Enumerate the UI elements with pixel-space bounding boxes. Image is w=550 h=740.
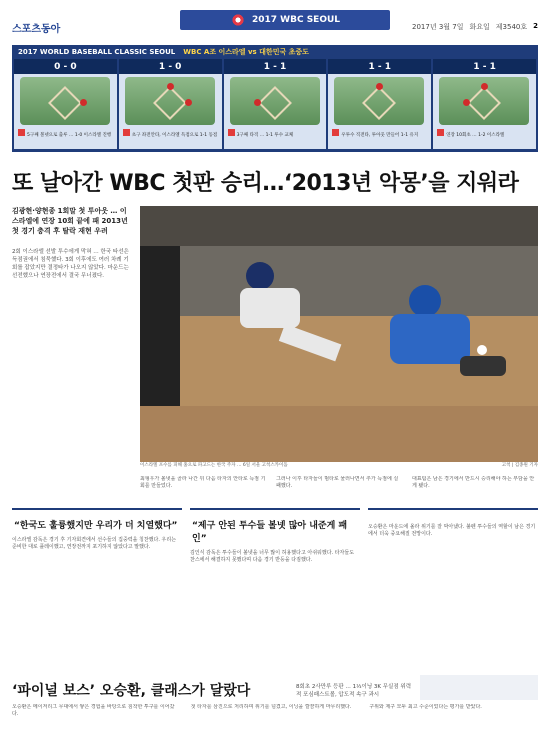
baseball-play-illustration (140, 206, 538, 462)
step-marker-icon (123, 129, 130, 136)
column-text: 최형우가 볼넷을 골라 나간 뒤 다음 타자의 안타로 득점 기회를 만들었다. (140, 476, 266, 489)
panel-caption (123, 129, 218, 139)
runner-icon (167, 83, 174, 90)
panel-5 (433, 59, 536, 149)
quote-text: 김인식 감독은 투수들이 볼넷을 너무 많이 허용했다고 아쉬워했다. 타자들도 찬스에서 해결하지 못했다며 다음 경기 반등을 다짐했다. (190, 550, 355, 563)
panel-caption (228, 129, 323, 139)
panel-caption-text: 우투수 직전타, 투아웃 만들어 1-1 유지 (341, 133, 419, 138)
step-marker-icon (228, 129, 235, 136)
main-headline: 또 날아간 WBC 첫판 승리…‘2013년 악몽’을 지워라 (12, 171, 519, 196)
panel-caption (18, 129, 113, 139)
game-flow-strip (12, 45, 538, 152)
step-marker-icon (332, 129, 339, 136)
panel-score: 1 - 1 (224, 59, 327, 74)
runner-icon (254, 99, 261, 106)
baseball-field-icon (230, 77, 320, 125)
panel-score: 1 - 0 (119, 59, 222, 74)
column-text: 그러나 이후 타자들이 범타로 물러나면서 추가 득점에 실패했다. (276, 476, 399, 489)
panel-score: 1 - 1 (433, 59, 536, 74)
panel-caption (437, 129, 532, 139)
panel-1 (14, 59, 117, 149)
continued-columns (140, 476, 538, 498)
weekday: 화요일 (469, 23, 490, 31)
panel-score: 0 - 0 (14, 59, 117, 74)
diamond-icon (362, 86, 396, 120)
runner-icon (185, 99, 192, 106)
bottom-article (12, 704, 538, 734)
diamond-icon (153, 86, 187, 120)
panels (12, 59, 538, 149)
baseball-field-icon (439, 77, 529, 125)
sub-deck: 8회초 2사만루 등판 … 1⅓이닝 3K 무실점 위력적 포심패스트볼, 압도적 속구 과시 (296, 684, 412, 698)
diamond-icon (258, 86, 292, 120)
banner-title: 2017 WBC SEOUL (251, 15, 341, 25)
baseball-field-icon (20, 77, 110, 125)
strip-title-bar (12, 45, 538, 59)
panel-2 (119, 59, 222, 149)
panel-caption-text: 5구째 볼넷으로 출루 … 1-0 이스라엘 진행 (27, 133, 112, 138)
panel-score: 1 - 1 (328, 59, 431, 74)
quote-title (368, 510, 538, 524)
panel-caption-text: 연장 10회초 … 1-2 이스라엘 (446, 133, 505, 138)
strip-title: 2017 WORLD BASEBALL CLASSIC SEOUL (18, 48, 176, 56)
quote-text: 오승환은 마운드에 올라 위기를 잘 막아냈다. 불펜 투수들의 역할이 남은 경기에서 더욱 중요해질 전망이다. (368, 524, 536, 537)
issue-date: 2017년 3월 7일 (412, 23, 464, 31)
panel-4 (328, 59, 431, 149)
column-text: 오승환은 메이저리그 무대에서 쌓은 경험을 바탕으로 침착한 투구를 이어갔다. (12, 704, 175, 717)
issue-number: 제3540호 (495, 23, 528, 31)
photo-caption-text: 이스라엘 포수를 피해 홈으로 파고드는 한국 주자 … 6일 서울 고척스카이돔 (140, 463, 288, 468)
diamond-icon (48, 86, 82, 120)
quotes-section (12, 508, 538, 686)
page-info (412, 22, 538, 32)
panel-3 (224, 59, 327, 149)
step-marker-icon (18, 129, 25, 136)
article-deck: 김광현·양현종 1회말 첫 투아웃 … 이스라엘에 연장 10회 끝에 패 2013년 첫 경기 충격 후 탈락 재현 우려 (12, 207, 128, 235)
quote-column (12, 508, 182, 686)
diamond-icon (467, 86, 501, 120)
column-text: 대표팀은 남은 경기에서 반드시 승리해야 하는 부담을 안게 됐다. (412, 476, 535, 489)
main-photo (140, 206, 538, 462)
strip-subtitle: WBC A조 이스라엘 vs 대한민국 초중도 (183, 48, 309, 56)
wbc-logo-icon (230, 14, 246, 26)
sub-headline: ‘파이널 보스’ 오승환, 클래스가 달랐다 (12, 683, 251, 699)
panel-caption-text: 초구 좌전안타, 이스라엘 득점으로 1-1 동점 (131, 133, 218, 138)
article-body: 2회 이스라엘 선발 투수에게 막혀 … 한국 타선은 득점권에서 침묵했다. 3회 이후에도 여러 차례 기회를 잡았지만 결정타가 나오지 않았다. 마운드는 선전했으나 연장전에서 결국 무너졌다. (12, 249, 129, 279)
wbc-banner (180, 10, 390, 30)
step-marker-icon (437, 129, 444, 136)
column-text: 구위와 제구 모두 최고 수준이었다는 평가를 받았다. (369, 704, 482, 710)
quote-text: 이스라엘 감독은 경기 후 기자회견에서 선수들의 집중력을 칭찬했다. 우리는 준비한 대로 플레이했고, 연장전까지 포기하지 않았다고 말했다. (12, 537, 177, 550)
quote-title: “한국도 훌륭했지만 우리가 더 치열했다” (14, 521, 178, 531)
photo-caption (140, 462, 538, 472)
sub-image (420, 675, 538, 700)
quote-column (190, 508, 360, 686)
panel-caption (332, 129, 427, 139)
brand-logo: 스포츠동아 (12, 23, 61, 35)
baseball-field-icon (125, 77, 215, 125)
quote-column (368, 508, 538, 686)
panel-caption-text: 3구째 타격 … 1-1 투수 교체 (236, 133, 294, 138)
column-text: 첫 타자를 삼진으로 처리하며 위기를 넘겼고, 이닝을 깔끔하게 마무리했다. (190, 704, 352, 710)
runner-icon (80, 99, 87, 106)
photo-credit: 고척 | 김종원 기자 (501, 463, 538, 468)
baseball-field-icon (334, 77, 424, 125)
quote-title: “제구 안된 투수들 볼넷 많아 내준게 패인” (192, 521, 348, 544)
page-number: 2 (533, 22, 538, 30)
